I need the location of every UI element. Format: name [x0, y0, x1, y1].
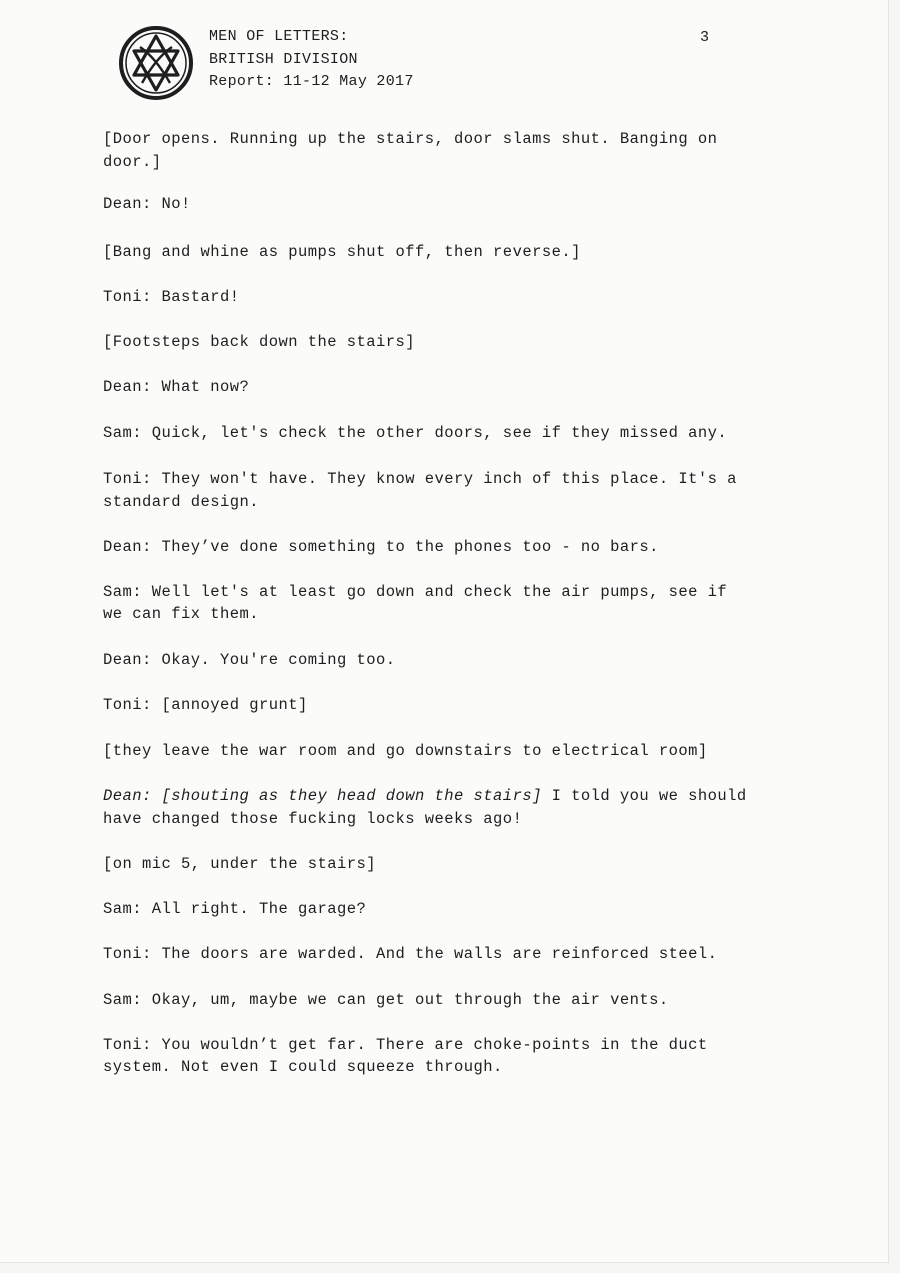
transcript-line: Toni: You wouldn’t get far. There are choke-points in the duct — [103, 1036, 708, 1054]
transcript-line: system. Not even I could squeeze through. — [103, 1058, 503, 1076]
page-number: 3 — [700, 29, 710, 46]
division-title: BRITISH DIVISION — [209, 50, 358, 68]
transcript-line: Toni: The doors are warded. And the walls are reinforced steel. — [103, 945, 718, 963]
transcript-line: Sam: Well let's at least go down and check the air pumps, see if — [103, 583, 728, 601]
report-date: Report: 11-12 May 2017 — [209, 73, 414, 90]
hexagram-seal-icon — [118, 25, 194, 101]
transcript-line: Sam: All right. The garage? — [103, 900, 367, 918]
transcript-line: Sam: Quick, let's check the other doors, see if they missed any. — [103, 424, 728, 442]
report-header — [209, 26, 414, 94]
transcript-line: [Door opens. Running up the stairs, door slams shut. Banging on — [103, 130, 718, 148]
transcript-line: [Bang and whine as pumps shut off, then reverse.] — [103, 243, 581, 261]
transcript-line: door.] — [103, 153, 162, 171]
transcript-line: Toni: They won't have. They know every inch of this place. It's a — [103, 470, 737, 488]
dialogue-text: I told you we should — [541, 787, 747, 805]
transcript-line: Sam: Okay, um, maybe we can get out through the air vents. — [103, 991, 669, 1009]
transcript-line: Dean: They’ve done something to the phones too - no bars. — [103, 538, 659, 556]
transcript-line: [they leave the war room and go downstairs to electrical room] — [103, 742, 708, 760]
transcript-line: Dean: Okay. You're coming too. — [103, 651, 396, 669]
transcript-line: Dean: What now? — [103, 378, 250, 396]
transcript-line: Toni: Bastard! — [103, 288, 240, 306]
transcript-line — [103, 785, 747, 807]
transcript-line: Toni: [annoyed grunt] — [103, 696, 308, 714]
stage-direction-italic: Dean: [shouting as they head down the stairs] — [103, 787, 542, 805]
transcript-line: have changed those fucking locks weeks ago! — [103, 810, 523, 828]
org-title: MEN OF LETTERS: — [209, 28, 349, 45]
transcript-line: [on mic 5, under the stairs] — [103, 855, 377, 873]
transcript-line: [Footsteps back down the stairs] — [103, 333, 416, 351]
transcript-line: Dean: No! — [103, 195, 191, 213]
transcript-line: standard design. — [103, 493, 260, 511]
transcript-line: we can fix them. — [103, 605, 260, 623]
